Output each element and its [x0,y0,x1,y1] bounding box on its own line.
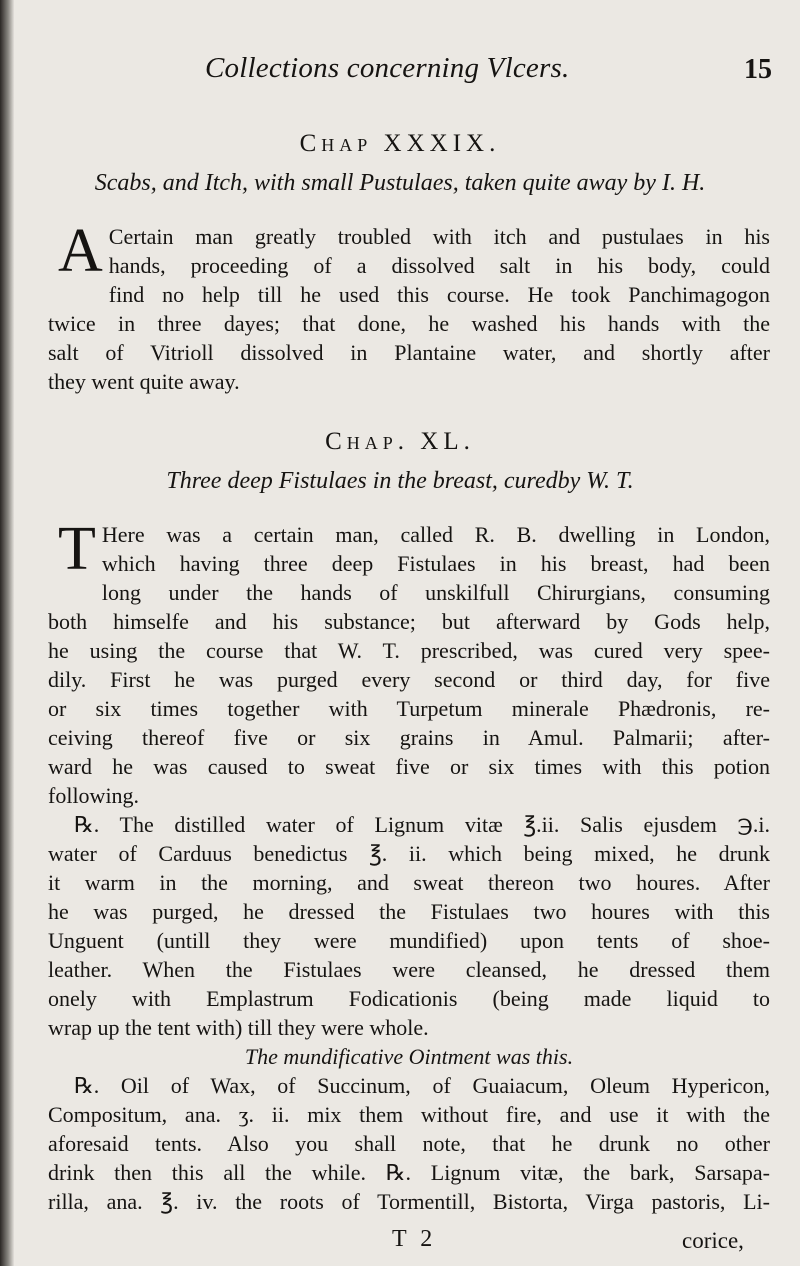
running-head [0,52,800,98]
chapter-40-paragraph [48,515,770,1216]
catchword: corice, [682,1228,744,1253]
drop-cap: T [58,515,96,583]
text-line: he using the course that W. T. prescribed, was cured very spee- [48,638,770,663]
text-line: ward he was caused to sweat five or six times with this potion [48,754,770,779]
page-number: 15 [744,54,772,85]
chapter-39-subtitle: Scabs, and Itch, with small Pustulaes, taken quite away by I. H. [94,170,706,196]
text-line: water of Carduus benedictus ℥. ii. which being mixed, he drunk [48,841,770,866]
running-title: Collections concerning Vlcers. [205,52,570,84]
text-line: Certain man greatly troubled with itch and pustulaes in his [108,224,770,249]
text-line: ℞. Oil of Wax, of Succinum, of Guaiacum, Oleum Hypericon, [74,1073,770,1098]
chapter-40-heading: Chap. XL. [325,428,475,455]
text-line: or six times together with Turpetum minerale Phædronis, re- [48,696,770,721]
text-line: drink then this all the while. ℞. Lignum vitæ, the bark, Sarsapa- [48,1160,770,1185]
text-line: ceiving thereof five or six grains in Amul. Palmarii; after- [48,725,770,750]
ointment-heading: The mundificative Ointment was this. [244,1044,574,1069]
text-line: find no help till he used this course. He took Panchimagogon [108,282,770,307]
text-line: Unguent (untill they were mundified) upon tents of shoe- [48,928,770,953]
chapter-40-subtitle: Three deep Fistulaes in the breast, curedby W. T. [166,468,634,494]
text-line: onely with Emplastrum Fodicationis (being made liquid to [48,986,770,1011]
text-line: salt of Vitrioll dissolved in Plantaine water, and shortly after [48,340,770,365]
text-line: he was purged, he dressed the Fistulaes two houres with this [48,899,770,924]
text-line: it warm in the morning, and sweat thereon two houres. After [48,870,770,895]
text-line: ℞. The distilled water of Lignum vitæ ℥.ii. Salis ejusdem ℈.i. [74,812,770,837]
text-line: twice in three dayes; that done, he washed his hands with the [48,311,770,336]
text-line: long under the hands of unskilfull Chirurgians, consuming [101,580,770,605]
text-line: Here was a certain man, called R. B. dwelling in London, [101,522,770,547]
signature-mark: T 2 [392,1226,437,1252]
drop-cap: A [58,217,103,285]
text-line: aforesaid tents. Also you shall note, that he drunk no other [48,1131,770,1156]
text-line: Compositum, ana. ʒ. ii. mix them without fire, and use it with the [48,1102,770,1127]
text-line: rilla, ana. ℥. iv. the roots of Tormentill, Bistorta, Virga pastoris, Li- [48,1189,770,1214]
text-line: hands, proceeding of a dissolved salt in his body, could [108,253,770,278]
text-line: dily. First he was purged every second or third day, for five [48,667,770,692]
text-line: leather. When the Fistulaes were cleansed, he dressed them [48,957,770,982]
chapter-39-heading: Chap XXXIX. [299,130,501,157]
text-line: both himselfe and his substance; but afterward by Gods help, [48,609,770,634]
chapter-39-paragraph [48,217,770,396]
text-line: following. [48,783,140,808]
text-line: which having three deep Fistulaes in his breast, had been [101,551,770,576]
text-line: they went quite away. [48,369,240,394]
text-line: wrap up the tent with) till they were whole. [48,1015,429,1040]
